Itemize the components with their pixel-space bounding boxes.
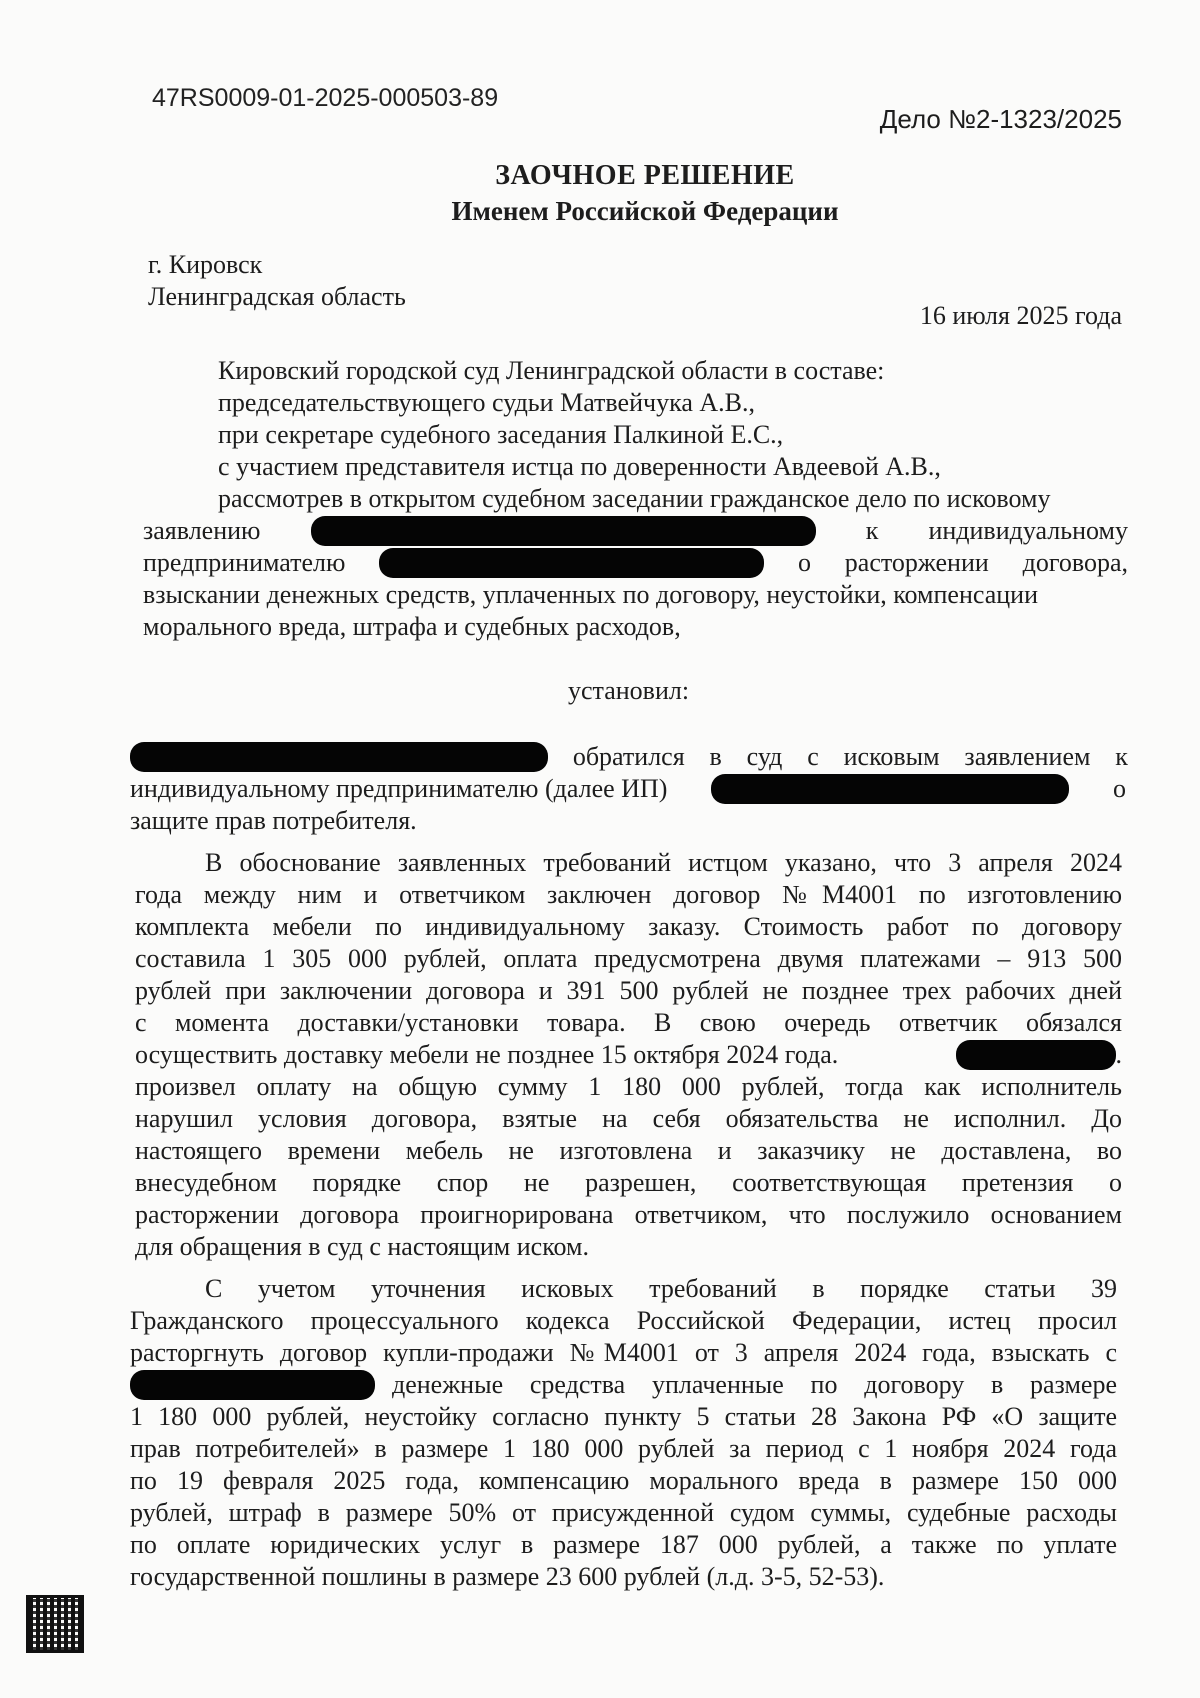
intro-word: расторжении: [844, 548, 989, 577]
established-heading: установил:: [568, 676, 690, 705]
word: обратился: [572, 742, 685, 771]
intro-line: при секретаре судебного заседания Палкиной Е.С.,: [218, 420, 784, 449]
redaction-bar: [130, 1370, 375, 1400]
paragraph-line: настоящего времени мебель не изготовлена и заказчику не доставлена, во: [135, 1136, 1122, 1165]
redaction-bar: [711, 774, 1069, 804]
paragraph-line: защите прав потребителя.: [130, 806, 417, 835]
paragraph-line: расторгнуть договор купли-продажи №М4001 от 3 апреля 2024 года, взыскать с: [130, 1338, 1117, 1367]
intro-word: договора,: [1022, 548, 1128, 577]
intro-line: взыскании денежных средств, уплаченных по договору, неустойки, компенсации: [143, 580, 1039, 609]
word: к: [1115, 742, 1128, 771]
intro-line: рассмотрев в открытом судебном заседании гражданское дело по исковому: [218, 484, 1051, 513]
intro-line: Кировский городской суд Ленинградской области в составе:: [218, 356, 885, 385]
word: с: [807, 742, 819, 771]
word: исковым: [843, 742, 940, 771]
intro-line: с участием представителя истца по доверенности Авдеевой А.В.,: [218, 452, 941, 481]
paragraph-line: [130, 774, 1126, 804]
intro-word: к: [865, 516, 879, 545]
paragraph-line: года между ним и ответчиком заключен договор №М4001 по изготовлению: [135, 880, 1122, 909]
word: заявлением: [964, 742, 1091, 771]
city: г. Кировск: [148, 250, 263, 279]
paragraph-line: произвел оплату на общую сумму 1 180 000 рублей, тогда как исполнитель: [135, 1072, 1122, 1101]
intro-word: о: [798, 548, 812, 577]
paragraph-line: рублей при заключении договора и 391 500 рублей не позднее трех рабочих дней: [135, 976, 1122, 1005]
intro-line: [143, 548, 1128, 578]
paragraph-line: для обращения в суд с настоящим иском.: [135, 1232, 589, 1261]
redaction-bar: [130, 742, 548, 772]
case-uid: 47RS0009-01-2025-000503-89: [152, 84, 499, 112]
paragraph-line: по 19 февраля 2025 года, компенсацию морального вреда в размере 150 000: [130, 1466, 1117, 1495]
word: суд: [746, 742, 783, 771]
intro-word: предпринимателю: [143, 548, 346, 577]
redaction-bar: [311, 516, 816, 546]
document-subtitle: Именем Российской Федерации: [451, 196, 839, 226]
paragraph-line: внесудебном порядке спор не разрешен, соответствующая претензия о: [135, 1168, 1122, 1197]
paragraph-line: расторжении договора проигнорирована ответчиком, что послужило основанием: [135, 1200, 1122, 1229]
document-title: ЗАОЧНОЕ РЕШЕНИЕ: [495, 160, 795, 191]
paragraph-line: В обоснование заявленных требований истцом указано, что 3 апреля 2024: [205, 848, 1122, 877]
redaction-bar: [379, 548, 764, 578]
word: в: [709, 742, 722, 771]
paragraph-line: Гражданского процессуального кодекса Российской Федерации, истец просил: [130, 1306, 1117, 1335]
paragraph-line: нарушил условия договора, взятые на себя обязательства не исполнил. До: [135, 1104, 1122, 1133]
region: Ленинградская область: [148, 282, 406, 311]
paragraph-line: с момента доставки/установки товара. В свою очередь ответчик обязался: [135, 1008, 1122, 1037]
intro-word: заявлению: [143, 516, 261, 545]
intro-line: морального вреда, штрафа и судебных расходов,: [143, 612, 681, 641]
paragraph-line: комплекта мебели по индивидуальному заказу. Стоимость работ по договору: [135, 912, 1122, 941]
intro-line: [143, 516, 1128, 546]
redaction-bar: [956, 1040, 1116, 1070]
paragraph-line: рублей, штраф в размере 50% от присужденной судом суммы, судебные расходы: [130, 1498, 1117, 1527]
paragraph-line: С учетом уточнения исковых требований в порядке статьи 39: [205, 1274, 1117, 1303]
paragraph-line: по оплате юридических услуг в размере 187 000 рублей, а также по уплате: [130, 1530, 1117, 1559]
paragraph-line: 1 180 000 рублей, неустойку согласно пункту 5 статьи 28 Закона РФ «О защите: [130, 1402, 1117, 1431]
paragraph-line: прав потребителей» в размере 1 180 000 рублей за период с 1 ноября 2024 года: [130, 1434, 1117, 1463]
paragraph-line: [130, 742, 1128, 772]
sentence: денежные средства уплаченные по договору в размере: [392, 1370, 1117, 1399]
decision-date: 16 июля 2025 года: [919, 301, 1122, 330]
qr-code-icon: [26, 1595, 84, 1653]
intro-line: председательствующего судьи Матвейчука А.В.,: [218, 388, 755, 417]
case-number: Дело №2-1323/2025: [879, 104, 1122, 134]
sentence: осуществить доставку мебели не позднее 15 октября 2024 года.: [135, 1040, 839, 1069]
paragraph-line: [130, 1370, 1117, 1400]
paragraph-line: [135, 1040, 1122, 1070]
paragraph-line: составила 1 305 000 рублей, оплата предусмотрена двумя платежами – 913 500: [135, 944, 1122, 973]
word: индивидуальному предпринимателю (далее ИП): [130, 774, 668, 803]
paragraph-line: государственной пошлины в размере 23 600 рублей (л.д. 3-5, 52-53).: [130, 1562, 885, 1591]
punct: .: [1115, 1040, 1122, 1069]
word: о: [1112, 774, 1126, 803]
intro-word: индивидуальному: [928, 516, 1128, 545]
